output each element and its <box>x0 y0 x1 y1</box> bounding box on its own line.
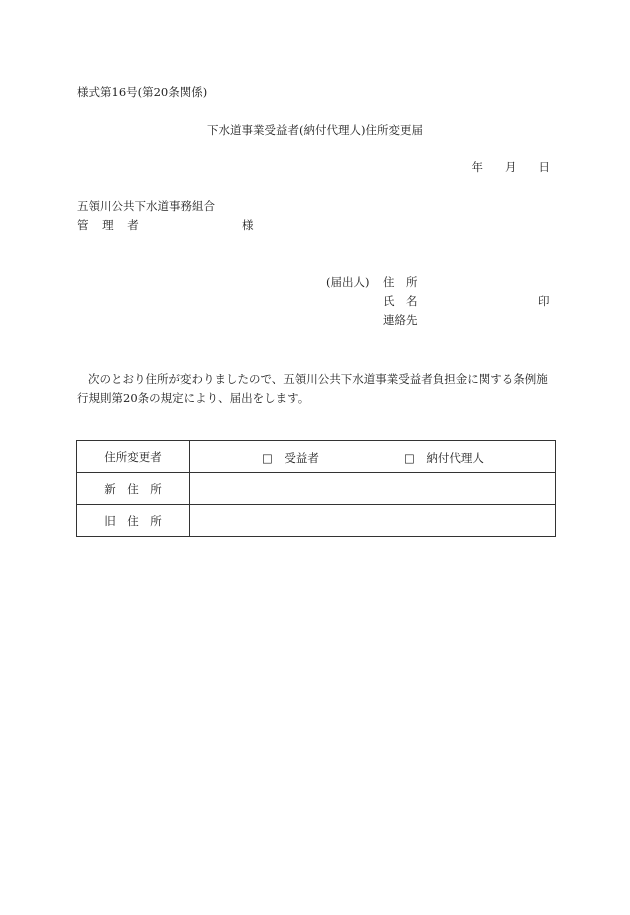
form-number: 様式第16号(第20条関係) <box>77 85 208 99</box>
seal-mark: 印 <box>538 294 550 308</box>
changer-options-cell <box>190 441 556 473</box>
date-day: 日 <box>538 160 550 174</box>
recipient-manager: 管 理 者 <box>77 218 144 232</box>
row-label-old-address: 旧 住 所 <box>77 505 190 537</box>
date-year: 年 <box>471 160 483 174</box>
applicant-contact-label: 連絡先 <box>383 313 418 327</box>
table-row <box>77 505 556 537</box>
old-address-field[interactable] <box>190 505 556 537</box>
new-address-field[interactable] <box>190 473 556 505</box>
applicant-address-label: 住 所 <box>383 275 418 289</box>
document-title: 下水道事業受益者(納付代理人)住所変更届 <box>207 123 423 137</box>
checkbox-beneficiary[interactable]: □ 受益者 <box>262 451 319 465</box>
row-label-changer: 住所変更者 <box>77 441 190 473</box>
body-text: 次のとおり住所が変わりましたので、五領川公共下水道事業受益者負担金に関する条例施行規則第20条の規定により、届出をします。 <box>77 372 548 405</box>
row-label-new-address: 新 住 所 <box>77 473 190 505</box>
date-month: 月 <box>505 160 517 174</box>
recipient-honorific: 様 <box>242 218 254 232</box>
table-row <box>77 441 556 473</box>
checkbox-payment-agent[interactable]: □ 納付代理人 <box>404 451 484 465</box>
address-change-table <box>76 440 556 537</box>
date-line <box>472 160 551 174</box>
applicant-label: (届出人) <box>326 275 370 289</box>
applicant-name-label: 氏 名 <box>383 294 418 308</box>
recipient-organization: 五領川公共下水道事務組合 <box>77 199 215 213</box>
table-row <box>77 473 556 505</box>
